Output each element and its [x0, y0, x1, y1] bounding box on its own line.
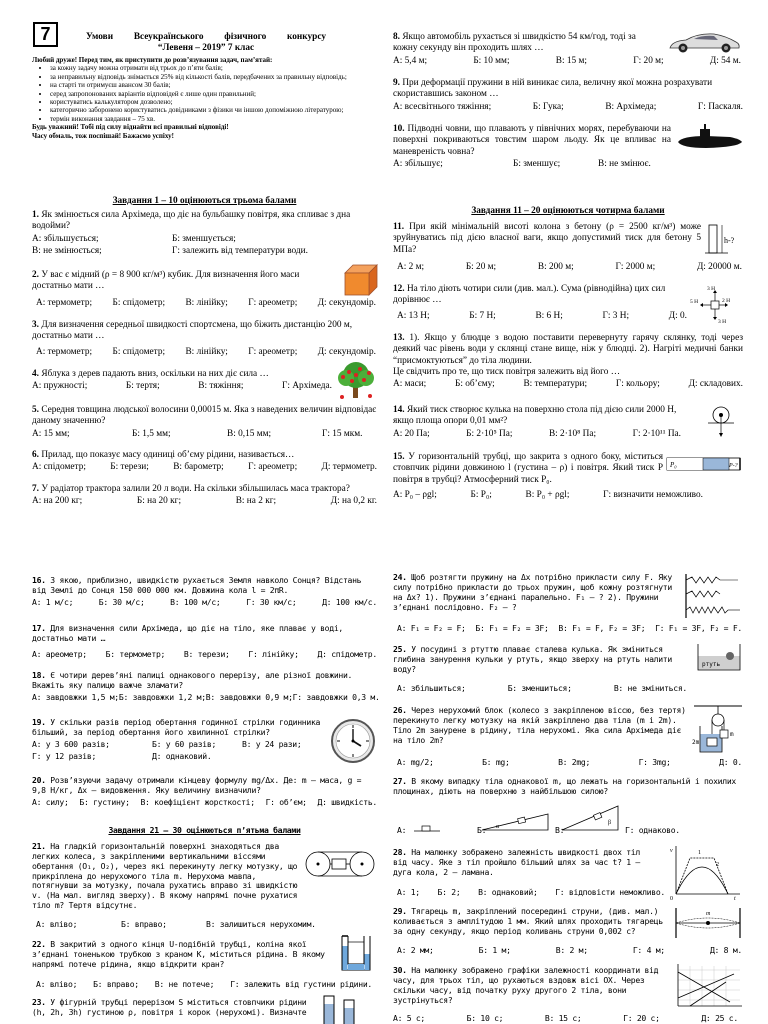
- question-28-options: [397, 886, 665, 898]
- question-text: Через нерухомий блок (колесо з закріпленою віссю, без тертя) перекинуто легку мотузку на якій закріплено два тіла (m і 2m). Тіло 2m занурене в рідину, тіла нерухомі. Яка сила Архімеда діє на тіло 2m?: [393, 705, 686, 745]
- section-heading-3: Завдання 21 – 30 оцінюються п’ятьма балами: [108, 825, 301, 835]
- option-a[interactable]: А: mg/2;: [397, 757, 434, 767]
- rule-item: • серед запропонованих варіантів відповідей є лише один правильний;: [50, 90, 377, 98]
- column-figure: [704, 222, 744, 256]
- car-icon: [666, 30, 742, 54]
- option-a[interactable]: А: F₁ = F₂ = F;: [397, 623, 466, 633]
- option-b[interactable]: Б: завдовжки 1,2 м;: [118, 691, 206, 702]
- option-c[interactable]: В: на 2 кг;: [235, 496, 277, 507]
- option-c[interactable]: В: 15 м;: [555, 56, 587, 66]
- option-b[interactable]: Б:: [477, 825, 487, 835]
- curve-1-label: 1: [698, 850, 701, 856]
- p0-label: P₀: [670, 461, 677, 469]
- option-b[interactable]: Б: вправо;: [121, 919, 167, 929]
- option-c[interactable]: В: коефіцієнт жорсткості;: [140, 796, 255, 807]
- option-d[interactable]: Г: F₁ = 3F, F₂ = F.: [655, 623, 742, 633]
- intro-lead: Любий друже! Перед тим, як приступити до розв’язування задач, пам’ятай:: [32, 56, 273, 64]
- option-e[interactable]: Д: 20000 м.: [696, 262, 742, 272]
- section-heading-2: Завдання 11 – 20 оцінюються чотирма балами: [471, 206, 665, 216]
- option-c[interactable]: В: не змінюється;: [32, 245, 102, 256]
- question-text: На малюнку зображено графіки залежності координати від часу, для трьох тіл, що рухаються вздовж вісі OX. Через скільки часу, від початку руху другого 2 тіла, вони зустрінуться?: [393, 965, 659, 1005]
- option-d[interactable]: Г: ареометр;: [248, 462, 298, 473]
- option-a[interactable]: А:: [397, 825, 407, 835]
- copper-cube-figure: [343, 263, 379, 297]
- question-8-options: [393, 55, 741, 67]
- question-text: В якому випадку тіла однакової m, що лежать на горизонтальній і похилих площинах, діють на поверхню з найбільшою силою?: [393, 776, 736, 796]
- option-b[interactable]: Б: F₁ = F₂ = 3F;: [475, 623, 549, 633]
- option-b[interactable]: Б: спідометр;: [112, 298, 166, 308]
- option-c[interactable]: В: тяжіння;: [198, 381, 244, 392]
- option-d[interactable]: Г: ареометр;: [248, 298, 298, 308]
- question-3-options: [36, 346, 376, 358]
- option-c[interactable]: В: 15 с;: [544, 1013, 582, 1023]
- mass-label: m: [706, 911, 711, 917]
- option-a[interactable]: А: збільшується;: [32, 233, 99, 244]
- question-text: У вас є мідний (ρ = 8 900 кг/м³) кубик. Для визначення його маси достатньо мати …: [32, 270, 300, 292]
- option-a[interactable]: А: у 3 600 разів;: [32, 738, 110, 749]
- question-text: Для визначення сили Архімеда, що діє на тіло, яке плаває у воді, достатньо мати …: [32, 623, 343, 643]
- option-c[interactable]: В: 2mg;: [558, 757, 591, 767]
- question-text: На тіло діють чотири сили (див. мал.). Сума (рівнодійна) цих сил дорівнює …: [393, 284, 666, 306]
- curve-2-label: 2: [716, 862, 719, 868]
- mercury-label: ртуть: [702, 661, 721, 668]
- question-8: 8. Якщо автомобіль рухається зі швидкістю 54 км/год, тоді за кожну секунду він проходить шлях …: [393, 32, 636, 54]
- question-13: 13. 1). Якщо у блюдце з водою поставити перевернуту гарячу склянку, тоді через деякий час рівень води у склянці стане вище, ніж у блюдці. 2). Нагріті медичні банки “присмоктуються” до тіла людини. Це свідчить про те, що тиск повітря залежить від його … А: маси; Б: об’єму; В: температури; Г: кольору; Д: складових.: [393, 333, 743, 390]
- option-b[interactable]: Б: спідометр;: [112, 347, 166, 357]
- u-tube-figure: [336, 932, 376, 976]
- option-a[interactable]: А: термометр;: [36, 347, 93, 357]
- question-text: 1). Якщо у блюдце з водою поставити перевернуту гарячу склянку, тоді через деякий час рівень води у склянці стане вище, ніж у блюдці. 2). Нагріті медичні банки “присмоктуються” до тіла людини.: [393, 333, 743, 366]
- rule-item: • на старті ти отримуєш авансом 30 балів;: [50, 81, 377, 89]
- force-bottom-label: 3 Н: [718, 319, 727, 325]
- question-text: Щоб розтягти пружину на Δx потрібно прикласти силу F. Яку силу потрібно прикласти до трьох пружин, щоб кожну розтягнути на Δx? 1). Пружини з’єднані паралельно. F₁ – ? 2). Пружини з’єднані послідовно. F₂ – ?: [393, 572, 672, 612]
- question-text: В закритий з одного кінця U-подібній трубці, колінa якої з’єднані тоненькою трубкою з краном K, міститься рідина. В якому напрямі потече рідина, якщо відкрити кран?: [32, 939, 325, 969]
- option-d[interactable]: Г: 3mg;: [638, 757, 671, 767]
- question-12: 12. На тіло діють чотири сили (див. мал.). Сума (рівнодійна) цих сил дорівнює …: [393, 284, 666, 306]
- rule-item: • термін виконання завдання – 75 хв.: [50, 115, 377, 123]
- option-b[interactable]: Б: 1,5 мм;: [132, 428, 171, 439]
- option-b[interactable]: Б: зменшує;: [513, 158, 561, 169]
- option-e[interactable]: Д: 0.: [668, 311, 687, 321]
- option-a[interactable]: А: збільшує;: [393, 158, 443, 169]
- question-25: 25. У посудині з ртуттю плаває сталева кулька. Як зміниться глибина занурення кульки у ртуть, якщо зверху на ртуть налити воду?: [393, 644, 672, 674]
- question-18: 18. Є чотири дерев’яні палиці однакового перерізу, але різної довжини. Вкажіть яку палицю важче зламати? А: завдовжки 1,5 м; Б: завдовжки 1,2 м; В: завдовжки 0,9 м; Г: завдовжки 0,3 м.: [32, 670, 380, 702]
- question-7: 7. У радіатор трактора залили 20 л води. На скільки збільшилась маса трактора? А: на 200 кг; Б: на 20 кг; В: на 2 кг; Д: на 0,2 кг.: [32, 484, 377, 507]
- question-30-options: [393, 1012, 738, 1024]
- question-3: 3. Для визначення середньої швидкості спортсмена, що біжить дистанцію 200 м, достатньо мати …: [32, 320, 353, 342]
- rule-item: • за неправильну відповідь знімається 25% від кількості балів, передбачених за правильну відповідь;: [50, 73, 377, 81]
- option-b[interactable]: Б: об’єму;: [455, 379, 495, 390]
- option-d[interactable]: Г: однаково.: [625, 825, 680, 835]
- question-22: 22. В закритий з одного кінця U-подібній трубці, колінa якої з’єднані тоненькою трубкою з краном K, міститься рідина. В якому напрямі потече рідина, якщо відкрити кран?: [32, 939, 325, 969]
- option-a[interactable]: А: вліво;: [36, 919, 78, 929]
- question-4: 4. Яблука з дерев падають вниз, оскільки на них діє сила … А: пружності; Б: тертя; В: тяжіння; Г: Архімеда.: [32, 369, 332, 392]
- option-e[interactable]: Д: 100 км/с.: [322, 596, 377, 607]
- option-a[interactable]: А: на 200 кг;: [32, 496, 83, 507]
- option-d[interactable]: Г: визначити неможливо.: [603, 490, 703, 500]
- option-a[interactable]: А: пружності;: [32, 381, 88, 392]
- option-a[interactable]: А: 5,4 м;: [393, 56, 428, 66]
- option-b[interactable]: Б: у 60 разів;: [152, 738, 217, 749]
- mercury-vessel-figure: [694, 640, 744, 674]
- question-text: Для визначення середньої швидкості спортсмена, що біжить дистанцію 200 м, достатньо мати …: [32, 320, 353, 342]
- intro-block: [32, 56, 377, 140]
- option-c[interactable]: В: у 24 рази;: [242, 738, 302, 749]
- option-b[interactable]: Б: P₀;: [470, 490, 492, 500]
- option-c[interactable]: В: 2 м;: [555, 945, 588, 955]
- question-text: Підводні човни, що плавають у північних морях, перебуваючи на поверхні покриваються товстим шаром льоду. Як це впливає на маневреність човна?: [393, 124, 672, 157]
- option-d[interactable]: Г: 2·10¹¹ Па.: [632, 428, 681, 439]
- option-d[interactable]: Г: лінійку;: [248, 648, 299, 659]
- question-text: Є чотири дерев’яні палиці однакового перерізу, але різної довжини. Вкажіть яку палицю важче зламати?: [32, 670, 353, 690]
- question-24-options: [397, 622, 742, 634]
- figured-tube-figure: [320, 990, 376, 1024]
- question-19: 19. У скільки разів період обертання годинної стрілки годинника більший, за період обертання його хвилинної стрілки? А: у 3 600 разів; Б: у 60 разів; В: у 24 рази; Г: у 12 разів; Д: однаковий.: [32, 717, 321, 761]
- option-c[interactable]: В: Архімеда;: [605, 101, 657, 112]
- question-text: Розв’язуючи задачу отримали кінцеву формулу mg/Δx. Де: m – маса, g = 9,8 Н/кг, Δx – видовження. Яку величину визначили?: [32, 775, 362, 795]
- rules-list: [50, 64, 377, 123]
- option-a[interactable]: А: силу;: [32, 796, 69, 807]
- question-15: 15. У горизонтальній трубці, що закрита з одного боку, міститься стовпчик рідини довжиною l (густина – ρ) і повітря. Який тиск P повітря в трубці? Атмосферний тиск P₀.: [393, 452, 663, 485]
- option-e[interactable]: Д: 8 м.: [709, 945, 742, 955]
- option-d[interactable]: Г: залежить від температури води.: [172, 245, 308, 256]
- class-number-box: 7: [33, 22, 58, 47]
- question-17: 17. Для визначення сили Архімеда, що діє на тіло, яке плаває у воді, достатньо мати … А: ареометр; Б: термометр; В: терези; Г: лінійку; Д: спідометр.: [32, 623, 377, 659]
- question-26: 26. Через нерухомий блок (колесо з закріпленою віссю, без тертя) перекинуто легку мотузку на якій закріплено два тіла (m і 2m). Тіло 2m занурене в рідину, тіла нерухомі. Яка сила Архімеда діє на тіло 2m?: [393, 705, 686, 745]
- option-b[interactable]: Б: зменшується;: [172, 233, 236, 244]
- question-text: На малюнку зображено залежність швидкості двох тіл від часу. Яке з тіл пройшло більший шлях за час t? 1 – дуга кола, 2 – ламана.: [393, 847, 640, 877]
- question-21: 21. На гладкій горизонтальній поверхні знаходяться два легких колеса, з закріпленими вертикальними віссями обертання (O₁, O₂), через які перекинуту легку мотузку, що прикріплена до нерухомого тіла m. Нерухома мавпа, потягнувши за мотузку, почала рухатись вправо зі швидкістю v. (На мал. вигляд зверху). В якому напрямі почне рухатися тіло m? Тертя відсутнє.: [32, 841, 298, 911]
- question-text: У посудині з ртуттю плаває сталева кулька. Як зміниться глибина занурення кульки у ртуть, якщо зверху на ртуть налити воду?: [393, 644, 672, 674]
- question-6: 6. Прилад, що показує масу одиниці об’єму рідини, називається… А: спідометр; Б: терези; В: барометр; Г: ареометр; Д: термометр.: [32, 450, 377, 473]
- coordinate-graph-figure: [670, 962, 744, 1010]
- option-c[interactable]: В: не змінює.: [598, 158, 651, 169]
- option-a[interactable]: А: 20 Па;: [393, 428, 430, 439]
- incline-beta-figure: [560, 804, 620, 832]
- option-b[interactable]: Б: Гука;: [532, 101, 564, 112]
- section-heading-1: Завдання 1 – 10 оцінюються трьома балами: [112, 196, 297, 206]
- page-title: [86, 32, 326, 54]
- option-b[interactable]: Б: 1 м;: [478, 945, 511, 955]
- question-2: 2. У вас є мідний (ρ = 8 900 кг/м³) кубик. Для визначення його маси достатньо мати …: [32, 270, 300, 292]
- question-text: У скільки разів період обертання годинної стрілки годинника більший, за період обертання його хвилинної стрілки?: [32, 717, 321, 737]
- question-9: 9. При деформації пружини в ній виникає сила, величну якої можна розрахувати скориставшись законом … А: всесвітнього тяжіння; Б: Гука; В: Архімеда; Г: Паскаля.: [393, 78, 743, 112]
- option-d[interactable]: Г: у 12 разів;: [32, 750, 97, 761]
- option-c[interactable]: В: температури;: [523, 379, 588, 390]
- angle-alpha-label: α: [496, 824, 500, 830]
- question-21-options: [36, 918, 376, 930]
- question-11-options: [397, 261, 742, 273]
- title-line-1: Умови Всеукраїнського фізичного конкурсу: [86, 32, 326, 42]
- option-e[interactable]: Д: 54 м.: [709, 56, 741, 66]
- title-line-2: “Левеня – 2019” 7 клас: [157, 43, 255, 54]
- question-text: Який тиск створює кулька на поверхню стола під дією сили 2000 Н, якщо площа опори 0,01 мм²?: [393, 405, 677, 427]
- option-a[interactable]: А: 13 Н;: [397, 311, 430, 321]
- option-a[interactable]: А: 15 мм;: [32, 428, 70, 439]
- apple-tree-figure: [334, 360, 378, 400]
- height-label: h-?: [724, 236, 735, 245]
- option-d[interactable]: Г: відповісти неможливо.: [555, 887, 665, 897]
- option-a[interactable]: А: спідометр;: [32, 462, 86, 473]
- option-b[interactable]: Б: тертя;: [125, 381, 160, 392]
- option-b[interactable]: Б: 30 м/с;: [98, 596, 145, 607]
- axis-t-label: t: [734, 896, 736, 900]
- question-2-options: [36, 297, 376, 309]
- question-text: При деформації пружини в ній виникає сила, величну якої можна розрахувати скориставшись законом …: [393, 78, 713, 100]
- rule-item: • користуватись калькулятором дозволено;: [50, 98, 377, 106]
- question-29: 29. Тягарець m, закріплений посередині струни, (див. мал.) коливається з амплітудою 1 мм. Який шлях проходить тягарець за одну секунду, якщо період коливань струни 0,002 с?: [393, 906, 663, 936]
- option-a[interactable]: А: збільшиться;: [397, 683, 466, 693]
- mass-m-label: m: [730, 731, 734, 738]
- option-d[interactable]: Г: 3 Н;: [602, 311, 630, 321]
- option-c[interactable]: В: F₁ = F, F₂ = 3F;: [558, 623, 646, 633]
- option-c[interactable]: В: завдовжки 0,9 м;: [205, 691, 293, 702]
- force-right-label: 2 Н: [722, 298, 731, 304]
- question-text: Якщо автомобіль рухається зі швидкістю 54 км/год, тоді за кожну секунду він проходить шлях …: [393, 32, 636, 54]
- question-16: 16. З якою, приблизно, швидкістю рухається Земля навколо Сонця? Відстань від Землі до Сонця 150 000 000 км. Довжина кола l = 2πR. А: 1 м/с; Б: 30 м/с; В: 100 м/с; Г: 30 км/с; Д: 100 км/с.: [32, 575, 377, 607]
- option-c[interactable]: В: не потече;: [154, 979, 215, 989]
- option-a[interactable]: А: завдовжки 1,5 м;: [32, 691, 119, 702]
- option-a[interactable]: А: 1 м/с;: [32, 596, 74, 607]
- option-e[interactable]: Д: складових.: [688, 379, 743, 390]
- question-15-options: [393, 489, 703, 501]
- option-b[interactable]: Б: вправо;: [93, 979, 139, 989]
- option-e[interactable]: Д: термометр.: [321, 462, 377, 473]
- option-d[interactable]: Д: на 0,2 кг.: [330, 496, 377, 507]
- option-c[interactable]: В:: [555, 825, 565, 835]
- incline-alpha-figure: [480, 810, 550, 832]
- option-b[interactable]: Б: 20 м;: [465, 262, 497, 272]
- question-23: 23. У фігурній трубці перерізом S міститься стовпчики рідини (h, 2h, 3h) густиною ρ, повітря і корок (нерухомі). Визначте: [32, 997, 307, 1017]
- option-b[interactable]: Б: на 20 кг;: [136, 496, 182, 507]
- force-left-label: 5 Н: [690, 299, 699, 305]
- option-e[interactable]: Д: швидкість.: [317, 796, 377, 807]
- option-d[interactable]: Г: 2000 м;: [615, 262, 656, 272]
- option-d[interactable]: Г: 4 м;: [632, 945, 665, 955]
- option-a[interactable]: А: 5 с;: [393, 1013, 426, 1023]
- option-c[interactable]: В: залишиться нерухомим.: [206, 919, 316, 929]
- force-top-label: 3 Н: [707, 286, 716, 292]
- option-b[interactable]: Б: mg;: [482, 757, 510, 767]
- option-d[interactable]: Г: об’єм;: [265, 796, 307, 807]
- question-27: 27. В якому випадку тіла однакової m, що лежать на горизонтальній і похилих площинах, діють на поверхню з найбільшою силою?: [393, 776, 736, 796]
- option-b[interactable]: Б: термометр;: [105, 648, 166, 659]
- question-10: 10. Підводні човни, що плавають у північних морях, перебуваючи на поверхні покриваються товстим шаром льоду. Як це впливає на маневреність човна? А: збільшує; Б: зменшує; В: не змінює.: [393, 124, 672, 169]
- option-b[interactable]: Б: 10 с;: [466, 1013, 504, 1023]
- tube-figure: [666, 456, 742, 472]
- option-b[interactable]: Б: 2;: [437, 887, 461, 897]
- option-e[interactable]: Д: 0.: [719, 757, 742, 767]
- axis-v-label: v: [670, 848, 673, 854]
- option-c[interactable]: В: не зміниться.: [613, 683, 687, 693]
- forces-figure: [690, 285, 740, 325]
- question-22-options: [36, 978, 372, 990]
- option-d[interactable]: Г: ареометр;: [248, 347, 298, 357]
- question-text: У радіатор трактора залили 20 л води. На скільки збільшилась маса трактора?: [41, 484, 350, 494]
- option-c[interactable]: В: 100 м/с;: [170, 596, 221, 607]
- question-text-2: Це свідчить про те, що тиск повітря залежить від його …: [393, 366, 621, 377]
- option-d[interactable]: Г: 30 км/с;: [246, 596, 297, 607]
- option-d[interactable]: Г: завдовжки 0,3 м.: [292, 691, 380, 702]
- option-c[interactable]: В: барометр;: [173, 462, 224, 473]
- question-text: У горизонтальній трубці, що закрита з одного боку, міститься стовпчик рідини довжиною l (густина – ρ) і повітря. Який тиск P повітря в трубці? Атмосферний тиск P₀.: [393, 452, 663, 485]
- question-text: Тягарець m, закріплений посередині струни, (див. мал.) коливається з амплітудою 1 мм. Який шлях проходить тягарець за одну секунду, якщо період коливань струни 0,002 с?: [393, 906, 663, 936]
- option-a[interactable]: А: вліво;: [36, 979, 78, 989]
- option-e[interactable]: Д: секундомір.: [317, 347, 376, 357]
- option-c[interactable]: В: 2·10⁸ Па;: [548, 428, 597, 439]
- option-d[interactable]: Г: Паскаля.: [697, 101, 743, 112]
- option-e[interactable]: Д: спідометр.: [317, 648, 377, 659]
- option-a[interactable]: А: P₀ – ρgl;: [393, 490, 437, 500]
- option-e[interactable]: Д: 25 с.: [701, 1013, 738, 1023]
- question-24: 24. Щоб розтягти пружину на Δx потрібно прикласти силу F. Яку силу потрібно прикласти до трьох пружин, щоб кожну розтягнути на Δx? 1). Пружини з’єднані паралельно. F₁ – ? 2). Пружини з’єднані послідовно. F₂ – ?: [393, 572, 672, 612]
- option-c[interactable]: В: однаковий;: [478, 887, 538, 897]
- clock-icon: [330, 718, 376, 764]
- option-a[interactable]: А: 1;: [397, 887, 420, 897]
- question-12-options: [397, 310, 687, 322]
- question-30: 30. На малюнку зображено графіки залежності координати від часу, для трьох тіл, що рухаються вздовж вісі OX. Через скільки часу, від початку руху другого 2 тіла, вони зустрінуться?: [393, 965, 659, 1005]
- option-d[interactable]: Г: залежить від густини рідини.: [230, 979, 372, 989]
- option-c[interactable]: В: лінійку;: [185, 347, 228, 357]
- option-a[interactable]: А: всесвітнього тяжіння;: [393, 101, 492, 112]
- option-d[interactable]: Г: 20 с;: [623, 1013, 660, 1023]
- option-e[interactable]: Д: однаковий.: [152, 750, 212, 761]
- option-b[interactable]: Б: терези;: [110, 462, 149, 473]
- question-1: 1. Як змінюється сила Архімеда, що діє на бульбашку повітря, яка спливає з дна водойми? А: збільшується; Б: зменшується; В: не змінюється; Г: залежить від температури води.: [32, 210, 351, 256]
- option-a[interactable]: А: ареометр;: [32, 648, 87, 659]
- option-d[interactable]: Г: Архімеда.: [282, 381, 332, 392]
- question-25-options: [397, 682, 687, 694]
- question-11: 11. При якій мінімальній висоті колона з бетону (ρ = 2500 кг/м³) може зруйнуватись під дією власної ваги, якщо допустимий тиск для бетону 5 МПа?: [393, 222, 701, 255]
- option-d[interactable]: Г: 20 м;: [633, 56, 664, 66]
- ball-on-table-figure: [706, 402, 736, 440]
- string-figure: [672, 904, 744, 942]
- option-b[interactable]: Б: 7 Н;: [469, 311, 496, 321]
- option-a[interactable]: А: термометр;: [36, 298, 93, 308]
- question-14: 14. Який тиск створює кулька на поверхню стола під дією сили 2000 Н, якщо площа опори 0,01 мм²? А: 20 Па; Б: 2·10⁵ Па; В: 2·10⁸ Па; Г: 2·10¹¹ Па.: [393, 405, 681, 439]
- origin-label: 0: [670, 896, 673, 900]
- question-29-options: [397, 944, 742, 956]
- question-text: На гладкій горизонтальній поверхні знаходяться два легких колеса, з закріпленими вертикальними віссями обертання (O₁, O₂), через які перекинуту легку мотузку, що прикріплена до нерухомого тіла m. Нерухома мавпа, потягнувши за мотузку, почала рухатись вправо зі швидкістю v. (На мал. вигляд зверху). В якому напрямі почне рухатися тіло m? Тертя відсутнє.: [32, 841, 298, 911]
- option-b[interactable]: Б: 10 мм;: [473, 56, 510, 66]
- intro-footer-1: Будь уважний! Тобі під силу віднайти всі правильні відповіді!: [32, 123, 229, 132]
- question-28: 28. На малюнку зображено залежність швидкості двох тіл від часу. Яке з тіл пройшло більший шлях за час t? 1 – дуга кола, 2 – ламана.: [393, 847, 640, 877]
- velocity-graph-figure: [668, 844, 742, 900]
- option-a[interactable]: А: 2 мм;: [397, 945, 434, 955]
- question-text: Середня товщина людської волосини 0,00015 м. Яка з наведених величин відповідає даному значенню?: [32, 405, 377, 427]
- option-d[interactable]: Г: кольору;: [615, 379, 660, 390]
- angle-beta-label: β: [608, 820, 612, 826]
- p-label: P-?: [729, 463, 738, 469]
- option-b[interactable]: Б: 2·10⁵ Па;: [466, 428, 513, 439]
- mass-2m-label: 2m: [692, 739, 700, 746]
- question-text: При якій мінімальній висоті колона з бетону (ρ = 2500 кг/м³) може зруйнуватись під дією власної ваги, якщо допустимий тиск для бетону 5 МПа?: [393, 222, 701, 255]
- question-text: Яблука з дерев падають вниз, оскільки на них діє сила …: [41, 369, 269, 379]
- submarine-figure: [676, 120, 744, 160]
- option-a[interactable]: А: маси;: [393, 379, 427, 390]
- question-5: 5. Середня товщина людської волосини 0,00015 м. Яка з наведених величин відповідає даному значенню? А: 15 мм; Б: 1,5 мм; В: 0,15 мм; Г: 15 мкм.: [32, 405, 377, 439]
- option-d[interactable]: Г: 15 мкм.: [322, 428, 363, 439]
- question-text: Прилад, що показує масу одиниці об’єму рідини, називається…: [41, 450, 295, 460]
- option-c[interactable]: В: 6 Н;: [535, 311, 563, 321]
- flat-surface-figure: [412, 815, 442, 835]
- intro-footer-2: Часу обмаль, тож поспішай! Бажаємо успіху!: [32, 131, 174, 140]
- question-text: У фігурній трубці перерізом S міститься стовпчики рідини (h, 2h, 3h) густиною ρ, повітря і корок (нерухомі). Визначте: [32, 997, 307, 1017]
- option-c[interactable]: В: P₀ + ρgl;: [525, 490, 570, 500]
- rule-item: • категорично заборонено користуватись довідниками з фізики чи іншою допоміжною літературою;: [50, 106, 377, 114]
- rule-item: • за кожну задачу можна отримати від трьох до п’яти балів;: [50, 64, 377, 72]
- pulley-figure: [692, 704, 744, 754]
- option-c[interactable]: В: 200 м;: [537, 262, 574, 272]
- question-text: Як змінюється сила Архімеда, що діє на бульбашку повітря, яка спливає з дна водойми?: [32, 210, 351, 232]
- option-c[interactable]: В: 0,15 мм;: [227, 428, 272, 439]
- option-b[interactable]: Б: густину;: [79, 796, 130, 807]
- question-26-options: [397, 756, 742, 768]
- option-c[interactable]: В: терези;: [183, 648, 230, 659]
- option-e[interactable]: Д: секундомір.: [317, 298, 376, 308]
- option-c[interactable]: В: лінійку;: [185, 298, 228, 308]
- springs-figure: [682, 572, 742, 620]
- wheels-figure: [302, 842, 378, 886]
- question-20: 20. Розв’язуючи задачу отримали кінцеву формулу mg/Δx. Де: m – маса, g = 9,8 Н/кг, Δx – видовження. Яку величину визначили? А: силу; Б: густину; В: коефіцієнт жорсткості; Г: об’єм; Д: швидкість.: [32, 775, 377, 807]
- option-b[interactable]: Б: зменшиться;: [507, 683, 572, 693]
- question-text: З якою, приблизно, швидкістю рухається Земля навколо Сонця? Відстань від Землі до Сонця 150 000 000 км. Довжина кола l = 2πR.: [32, 575, 362, 595]
- option-a[interactable]: А: 2 м;: [397, 262, 425, 272]
